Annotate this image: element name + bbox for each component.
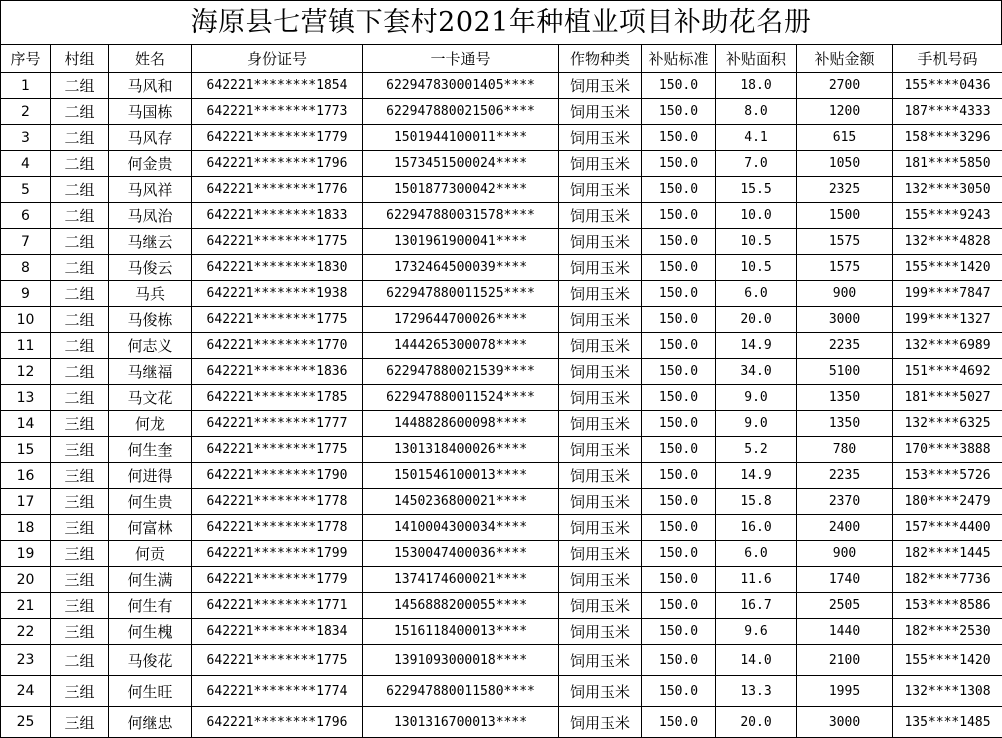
cell-card-number: 1501546100013****: [363, 463, 559, 489]
cell-subsidy-amount: 1575: [797, 255, 893, 281]
cell-name: 何生槐: [109, 619, 192, 645]
cell-phone: 180****2479: [893, 489, 1002, 515]
cell-crop-type: 饲用玉米: [559, 359, 642, 385]
cell-subsidy-amount: 1500: [797, 203, 893, 229]
cell-name: 何继忠: [109, 707, 192, 738]
cell-seq: 2: [1, 99, 51, 125]
table-row: [1, 229, 1002, 255]
cell-subsidy-area: 10.5: [716, 255, 797, 281]
table-row: [1, 333, 1002, 359]
cell-crop-type: 饲用玉米: [559, 541, 642, 567]
cell-subsidy-amount: 3000: [797, 307, 893, 333]
cell-subsidy-rate: 150.0: [642, 645, 716, 676]
cell-seq: 13: [1, 385, 51, 411]
cell-subsidy-amount: 2505: [797, 593, 893, 619]
cell-village-group: 三组: [51, 593, 109, 619]
cell-subsidy-area: 10.5: [716, 229, 797, 255]
table-row: [1, 489, 1002, 515]
cell-subsidy-amount: 2100: [797, 645, 893, 676]
cell-id-number: 642221********1778: [192, 515, 363, 541]
header-subsidy-area: 补贴面积: [716, 45, 797, 73]
header-crop-type: 作物种类: [559, 45, 642, 73]
cell-crop-type: 饲用玉米: [559, 515, 642, 541]
cell-subsidy-rate: 150.0: [642, 203, 716, 229]
cell-subsidy-area: 4.1: [716, 125, 797, 151]
cell-id-number: 642221********1834: [192, 619, 363, 645]
cell-name: 何金贵: [109, 151, 192, 177]
table-row: [1, 359, 1002, 385]
table-row: [1, 567, 1002, 593]
cell-card-number: 1301318400026****: [363, 437, 559, 463]
cell-id-number: 642221********1774: [192, 676, 363, 707]
cell-village-group: 二组: [51, 151, 109, 177]
cell-card-number: 1501944100011****: [363, 125, 559, 151]
cell-seq: 11: [1, 333, 51, 359]
cell-phone: 135****1485: [893, 707, 1002, 738]
cell-seq: 18: [1, 515, 51, 541]
cell-phone: 155****9243: [893, 203, 1002, 229]
cell-id-number: 642221********1773: [192, 99, 363, 125]
cell-subsidy-area: 13.3: [716, 676, 797, 707]
cell-id-number: 642221********1790: [192, 463, 363, 489]
cell-card-number: 1301961900041****: [363, 229, 559, 255]
cell-id-number: 642221********1776: [192, 177, 363, 203]
cell-subsidy-area: 14.9: [716, 463, 797, 489]
table-row: [1, 541, 1002, 567]
cell-subsidy-amount: 2400: [797, 515, 893, 541]
table-row: [1, 99, 1002, 125]
cell-crop-type: 饲用玉米: [559, 707, 642, 738]
cell-name: 何生奎: [109, 437, 192, 463]
cell-subsidy-area: 8.0: [716, 99, 797, 125]
cell-subsidy-amount: 2325: [797, 177, 893, 203]
cell-seq: 15: [1, 437, 51, 463]
cell-name: 马风和: [109, 73, 192, 99]
cell-seq: 6: [1, 203, 51, 229]
cell-seq: 14: [1, 411, 51, 437]
cell-name: 马继云: [109, 229, 192, 255]
table-row: [1, 676, 1002, 707]
cell-village-group: 二组: [51, 255, 109, 281]
cell-village-group: 三组: [51, 541, 109, 567]
cell-card-number: 622947880021539****: [363, 359, 559, 385]
cell-card-number: 1456888200055****: [363, 593, 559, 619]
table-row: [1, 255, 1002, 281]
cell-seq: 24: [1, 676, 51, 707]
cell-seq: 17: [1, 489, 51, 515]
cell-seq: 25: [1, 707, 51, 738]
table-row: [1, 463, 1002, 489]
cell-seq: 7: [1, 229, 51, 255]
cell-village-group: 二组: [51, 307, 109, 333]
table-row: [1, 307, 1002, 333]
cell-card-number: 1391093000018****: [363, 645, 559, 676]
cell-village-group: 二组: [51, 177, 109, 203]
cell-subsidy-area: 9.0: [716, 411, 797, 437]
cell-card-number: 622947880031578****: [363, 203, 559, 229]
table-row: [1, 151, 1002, 177]
cell-subsidy-amount: 1200: [797, 99, 893, 125]
cell-subsidy-rate: 150.0: [642, 281, 716, 307]
cell-seq: 1: [1, 73, 51, 99]
table-row: [1, 437, 1002, 463]
cell-id-number: 642221********1854: [192, 73, 363, 99]
cell-village-group: 二组: [51, 359, 109, 385]
cell-subsidy-rate: 150.0: [642, 411, 716, 437]
cell-village-group: 三组: [51, 411, 109, 437]
cell-village-group: 二组: [51, 333, 109, 359]
table-row: [1, 203, 1002, 229]
cell-name: 马兵: [109, 281, 192, 307]
table-row: [1, 515, 1002, 541]
cell-name: 何贡: [109, 541, 192, 567]
cell-subsidy-rate: 150.0: [642, 151, 716, 177]
cell-name: 何龙: [109, 411, 192, 437]
cell-subsidy-area: 15.8: [716, 489, 797, 515]
header-seq: 序号: [1, 45, 51, 73]
cell-subsidy-rate: 150.0: [642, 73, 716, 99]
cell-name: 何进得: [109, 463, 192, 489]
cell-subsidy-amount: 900: [797, 541, 893, 567]
cell-id-number: 642221********1799: [192, 541, 363, 567]
cell-phone: 182****1445: [893, 541, 1002, 567]
cell-name: 马俊花: [109, 645, 192, 676]
cell-crop-type: 饲用玉米: [559, 125, 642, 151]
header-subsidy-rate: 补贴标准: [642, 45, 716, 73]
table-row: [1, 593, 1002, 619]
table-row: [1, 125, 1002, 151]
cell-name: 何生贵: [109, 489, 192, 515]
cell-subsidy-area: 6.0: [716, 541, 797, 567]
cell-village-group: 二组: [51, 203, 109, 229]
cell-crop-type: 饲用玉米: [559, 99, 642, 125]
cell-phone: 132****6325: [893, 411, 1002, 437]
cell-crop-type: 饲用玉米: [559, 619, 642, 645]
cell-card-number: 622947880011525****: [363, 281, 559, 307]
cell-subsidy-amount: 1575: [797, 229, 893, 255]
cell-seq: 21: [1, 593, 51, 619]
cell-subsidy-rate: 150.0: [642, 229, 716, 255]
cell-subsidy-amount: 1050: [797, 151, 893, 177]
cell-crop-type: 饲用玉米: [559, 385, 642, 411]
table-row: [1, 707, 1002, 738]
cell-id-number: 642221********1775: [192, 645, 363, 676]
cell-name: 马文花: [109, 385, 192, 411]
cell-village-group: 三组: [51, 463, 109, 489]
cell-subsidy-rate: 150.0: [642, 541, 716, 567]
cell-subsidy-rate: 150.0: [642, 359, 716, 385]
cell-crop-type: 饲用玉米: [559, 307, 642, 333]
page-title: 海原县七营镇下套村2021年种植业项目补助花名册: [0, 0, 1002, 44]
cell-subsidy-rate: 150.0: [642, 707, 716, 738]
cell-phone: 155****1420: [893, 645, 1002, 676]
cell-subsidy-amount: 1440: [797, 619, 893, 645]
cell-phone: 182****2530: [893, 619, 1002, 645]
cell-subsidy-rate: 150.0: [642, 99, 716, 125]
cell-phone: 153****5726: [893, 463, 1002, 489]
cell-village-group: 三组: [51, 676, 109, 707]
cell-subsidy-rate: 150.0: [642, 489, 716, 515]
header-card-number: 一卡通号: [363, 45, 559, 73]
cell-name: 马俊栋: [109, 307, 192, 333]
cell-phone: 155****0436: [893, 73, 1002, 99]
cell-crop-type: 饲用玉米: [559, 333, 642, 359]
cell-name: 马凤治: [109, 203, 192, 229]
cell-subsidy-rate: 150.0: [642, 177, 716, 203]
cell-subsidy-amount: 1350: [797, 411, 893, 437]
cell-id-number: 642221********1833: [192, 203, 363, 229]
cell-phone: 153****8586: [893, 593, 1002, 619]
cell-subsidy-area: 14.9: [716, 333, 797, 359]
cell-subsidy-area: 18.0: [716, 73, 797, 99]
cell-subsidy-rate: 150.0: [642, 437, 716, 463]
cell-name: 何生满: [109, 567, 192, 593]
table-row: [1, 411, 1002, 437]
cell-phone: 199****1327: [893, 307, 1002, 333]
cell-id-number: 642221********1775: [192, 307, 363, 333]
cell-card-number: 1729644700026****: [363, 307, 559, 333]
cell-village-group: 三组: [51, 619, 109, 645]
cell-card-number: 1301316700013****: [363, 707, 559, 738]
cell-crop-type: 饲用玉米: [559, 567, 642, 593]
cell-card-number: 1530047400036****: [363, 541, 559, 567]
cell-seq: 19: [1, 541, 51, 567]
cell-crop-type: 饲用玉米: [559, 593, 642, 619]
cell-phone: 157****4400: [893, 515, 1002, 541]
cell-name: 马俊云: [109, 255, 192, 281]
cell-subsidy-area: 5.2: [716, 437, 797, 463]
cell-id-number: 642221********1796: [192, 151, 363, 177]
cell-subsidy-amount: 2700: [797, 73, 893, 99]
cell-subsidy-amount: 1350: [797, 385, 893, 411]
cell-phone: 181****5027: [893, 385, 1002, 411]
table-row: [1, 619, 1002, 645]
table-row: [1, 645, 1002, 676]
cell-name: 马风存: [109, 125, 192, 151]
cell-subsidy-area: 11.6: [716, 567, 797, 593]
table-row: [1, 385, 1002, 411]
cell-village-group: 二组: [51, 125, 109, 151]
cell-seq: 8: [1, 255, 51, 281]
cell-crop-type: 饲用玉米: [559, 255, 642, 281]
cell-card-number: 1516118400013****: [363, 619, 559, 645]
table-row: [1, 177, 1002, 203]
cell-crop-type: 饲用玉米: [559, 676, 642, 707]
cell-subsidy-area: 16.0: [716, 515, 797, 541]
cell-crop-type: 饲用玉米: [559, 73, 642, 99]
cell-subsidy-area: 14.0: [716, 645, 797, 676]
cell-village-group: 三组: [51, 489, 109, 515]
cell-subsidy-area: 15.5: [716, 177, 797, 203]
cell-id-number: 642221********1778: [192, 489, 363, 515]
cell-id-number: 642221********1836: [192, 359, 363, 385]
cell-name: 何志义: [109, 333, 192, 359]
cell-subsidy-area: 34.0: [716, 359, 797, 385]
cell-subsidy-area: 20.0: [716, 307, 797, 333]
cell-phone: 155****1420: [893, 255, 1002, 281]
header-name: 姓名: [109, 45, 192, 73]
cell-id-number: 642221********1770: [192, 333, 363, 359]
cell-phone: 158****3296: [893, 125, 1002, 151]
cell-subsidy-rate: 150.0: [642, 255, 716, 281]
cell-subsidy-amount: 1995: [797, 676, 893, 707]
header-phone: 手机号码: [893, 45, 1002, 73]
header-subsidy-amount: 补贴金额: [797, 45, 893, 73]
cell-id-number: 642221********1775: [192, 229, 363, 255]
cell-village-group: 二组: [51, 645, 109, 676]
cell-seq: 12: [1, 359, 51, 385]
cell-card-number: 622947880011524****: [363, 385, 559, 411]
cell-id-number: 642221********1771: [192, 593, 363, 619]
cell-card-number: 622947830001405****: [363, 73, 559, 99]
cell-village-group: 二组: [51, 229, 109, 255]
cell-crop-type: 饲用玉米: [559, 489, 642, 515]
cell-card-number: 1573451500024****: [363, 151, 559, 177]
cell-subsidy-rate: 150.0: [642, 385, 716, 411]
cell-id-number: 642221********1830: [192, 255, 363, 281]
cell-subsidy-area: 10.0: [716, 203, 797, 229]
header-row: [1, 45, 1002, 73]
cell-subsidy-area: 7.0: [716, 151, 797, 177]
cell-subsidy-rate: 150.0: [642, 567, 716, 593]
cell-subsidy-amount: 2370: [797, 489, 893, 515]
cell-subsidy-area: 6.0: [716, 281, 797, 307]
cell-subsidy-amount: 5100: [797, 359, 893, 385]
table-header: [1, 45, 1002, 73]
cell-subsidy-area: 9.0: [716, 385, 797, 411]
cell-crop-type: 饲用玉米: [559, 177, 642, 203]
cell-name: 何生旺: [109, 676, 192, 707]
cell-subsidy-area: 9.6: [716, 619, 797, 645]
cell-subsidy-amount: 1740: [797, 567, 893, 593]
table-body: [1, 73, 1002, 738]
cell-id-number: 642221********1779: [192, 567, 363, 593]
cell-village-group: 三组: [51, 437, 109, 463]
cell-crop-type: 饲用玉米: [559, 437, 642, 463]
cell-id-number: 642221********1785: [192, 385, 363, 411]
cell-subsidy-rate: 150.0: [642, 333, 716, 359]
cell-phone: 187****4333: [893, 99, 1002, 125]
roster-table: [0, 44, 1002, 738]
cell-subsidy-rate: 150.0: [642, 307, 716, 333]
cell-phone: 182****7736: [893, 567, 1002, 593]
cell-seq: 23: [1, 645, 51, 676]
cell-subsidy-area: 20.0: [716, 707, 797, 738]
cell-crop-type: 饲用玉米: [559, 645, 642, 676]
cell-subsidy-rate: 150.0: [642, 125, 716, 151]
cell-phone: 132****1308: [893, 676, 1002, 707]
header-id-number: 身份证号: [192, 45, 363, 73]
cell-village-group: 二组: [51, 73, 109, 99]
cell-id-number: 642221********1796: [192, 707, 363, 738]
cell-name: 马继福: [109, 359, 192, 385]
cell-id-number: 642221********1779: [192, 125, 363, 151]
cell-village-group: 二组: [51, 281, 109, 307]
cell-card-number: 1501877300042****: [363, 177, 559, 203]
cell-name: 马国栋: [109, 99, 192, 125]
cell-subsidy-area: 16.7: [716, 593, 797, 619]
cell-phone: 170****3888: [893, 437, 1002, 463]
cell-phone: 199****7847: [893, 281, 1002, 307]
cell-village-group: 二组: [51, 99, 109, 125]
cell-seq: 16: [1, 463, 51, 489]
cell-subsidy-amount: 615: [797, 125, 893, 151]
cell-seq: 3: [1, 125, 51, 151]
cell-crop-type: 饲用玉米: [559, 281, 642, 307]
cell-name: 马风祥: [109, 177, 192, 203]
cell-crop-type: 饲用玉米: [559, 411, 642, 437]
cell-subsidy-amount: 900: [797, 281, 893, 307]
cell-seq: 20: [1, 567, 51, 593]
cell-crop-type: 饲用玉米: [559, 151, 642, 177]
cell-card-number: 1374174600021****: [363, 567, 559, 593]
cell-phone: 132****4828: [893, 229, 1002, 255]
table-row: [1, 73, 1002, 99]
cell-card-number: 1410004300034****: [363, 515, 559, 541]
cell-subsidy-rate: 150.0: [642, 593, 716, 619]
cell-card-number: 1732464500039****: [363, 255, 559, 281]
table-row: [1, 281, 1002, 307]
cell-subsidy-amount: 3000: [797, 707, 893, 738]
cell-seq: 22: [1, 619, 51, 645]
cell-card-number: 1448828600098****: [363, 411, 559, 437]
cell-village-group: 二组: [51, 385, 109, 411]
cell-name: 何富林: [109, 515, 192, 541]
cell-subsidy-amount: 780: [797, 437, 893, 463]
cell-village-group: 三组: [51, 567, 109, 593]
cell-crop-type: 饲用玉米: [559, 229, 642, 255]
cell-card-number: 622947880011580****: [363, 676, 559, 707]
cell-subsidy-rate: 150.0: [642, 619, 716, 645]
cell-name: 何生有: [109, 593, 192, 619]
cell-village-group: 三组: [51, 707, 109, 738]
cell-card-number: 1444265300078****: [363, 333, 559, 359]
cell-subsidy-rate: 150.0: [642, 515, 716, 541]
cell-subsidy-rate: 150.0: [642, 676, 716, 707]
header-village-group: 村组: [51, 45, 109, 73]
cell-subsidy-amount: 2235: [797, 463, 893, 489]
cell-id-number: 642221********1938: [192, 281, 363, 307]
cell-phone: 181****5850: [893, 151, 1002, 177]
cell-subsidy-amount: 2235: [797, 333, 893, 359]
cell-seq: 9: [1, 281, 51, 307]
cell-subsidy-rate: 150.0: [642, 463, 716, 489]
cell-seq: 10: [1, 307, 51, 333]
cell-phone: 151****4692: [893, 359, 1002, 385]
cell-id-number: 642221********1775: [192, 437, 363, 463]
cell-card-number: 1450236800021****: [363, 489, 559, 515]
cell-crop-type: 饲用玉米: [559, 463, 642, 489]
cell-id-number: 642221********1777: [192, 411, 363, 437]
cell-phone: 132****6989: [893, 333, 1002, 359]
cell-card-number: 622947880021506****: [363, 99, 559, 125]
cell-crop-type: 饲用玉米: [559, 203, 642, 229]
cell-village-group: 三组: [51, 515, 109, 541]
cell-phone: 132****3050: [893, 177, 1002, 203]
cell-seq: 4: [1, 151, 51, 177]
cell-seq: 5: [1, 177, 51, 203]
